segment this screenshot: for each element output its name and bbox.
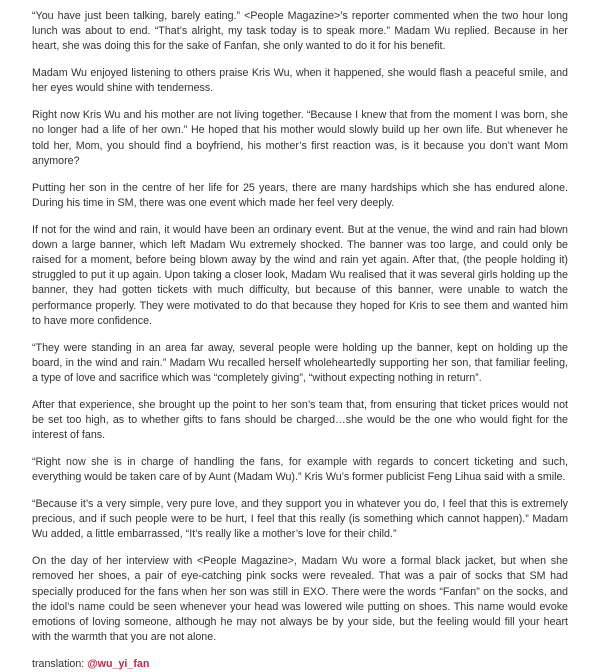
article-paragraph-3: Right now Kris Wu and his mother are not living together. “Because I knew that from the moment I was born, she no longer had a life of her own.” He hoped that his mother would slowly build up her own life. But whenever he told her, Mom, you should find a boyfriend, his mother’s first reaction was, is it because you don’t want Mom anymore? xyxy=(32,109,568,167)
article-paragraph-10: On the day of her interview with <People Magazine>, Madam Wu wore a formal black jacket, but when she removed her shoes, a pair of eye-catching pink socks were revealed. That was a pair of socks that SM had specially produced for the fans when her son was still in EXO. There were the words “Fanfan” on the socks, and the idol’s name could be seen whenever your head was lowered wile putting on shoes. This name would evoke emotions of loving someone, although he may not always be by your side, but the feeling would fill your heart with the warmth that you are not alone. xyxy=(32,555,568,644)
article-paragraph-8: “Right now she is in charge of handling the fans, for example with regards to concert ticketing and such, everything would be taken care of by Aunt (Madam Wu).” Kris Wu’s former publicist Feng Lihua said with a smile. xyxy=(32,456,568,484)
translator-handle-link[interactable]: @wu_yi_fan xyxy=(87,658,150,671)
article-paragraph-2: Madam Wu enjoyed listening to others praise Kris Wu, when it happened, she would flash a peaceful smile, and her eyes would shine with tenderness. xyxy=(32,67,568,95)
article-paragraph-4: Putting her son in the centre of her life for 25 years, there are many hardships which she has endured alone. During his time in SM, there was one event which made her feel very deeply. xyxy=(32,181,568,209)
credit-label: translation: xyxy=(32,658,88,671)
article-paragraph-7: After that experience, she brought up the point to her son’s team that, from ensuring that ticket prices would not be set too high, as to whether gifts to fans should be charged…she would be the one who would fight for the interest of fans. xyxy=(32,398,568,442)
article-paragraph-9: “Because it’s a very simple, very pure love, and they support you in whatever you do, I feel that this is extremely precious, and if such people were to be hurt, I feel that this really (is something which cannot happen).” Madam Wu added, a little embarrassed, “It’s really like a mother’s love for their child.” xyxy=(32,498,568,541)
article-paragraph-5: If not for the wind and rain, it would have been an ordinary event. But at the venue, the wind and rain had blown down a large banner, which left Madam Wu extremely shocked. The banner was too large, and could only be raised for a moment, before being blown away by the wind and rain yet again. After that, (the people holding it) struggled to put it up again. Upon taking a closer look, Madam Wu realised that it was several girls holding up the banner, they had gotten tickets with much difficulty, but because of this banner, were unable to watch the performance properly. They were motivated to do that because they hoped for Kris to see them and wanted him to have more confidence. xyxy=(32,223,568,327)
article-paragraph-6: “They were standing in an area far away, several people were holding up the banner, kept on holding up the board, in the wind and rain.” Madam Wu recalled herself wholeheartedly supporting her son, that familiar feeling, a type of love and sacrifice which was “completely giving”, “without expecting nothing in return”. xyxy=(32,341,568,385)
translation-credit xyxy=(32,657,568,672)
article-paragraph-1: “You have just been talking, barely eating.” <People Magazine>’s reporter commented when the two hour long lunch was about to end. “That’s alright, my task today is to speak more.” Madam Wu replied. Because in her heart, she was doing this for the sake of Fanfan, she only wanted to do it for his benefit. xyxy=(32,10,568,53)
